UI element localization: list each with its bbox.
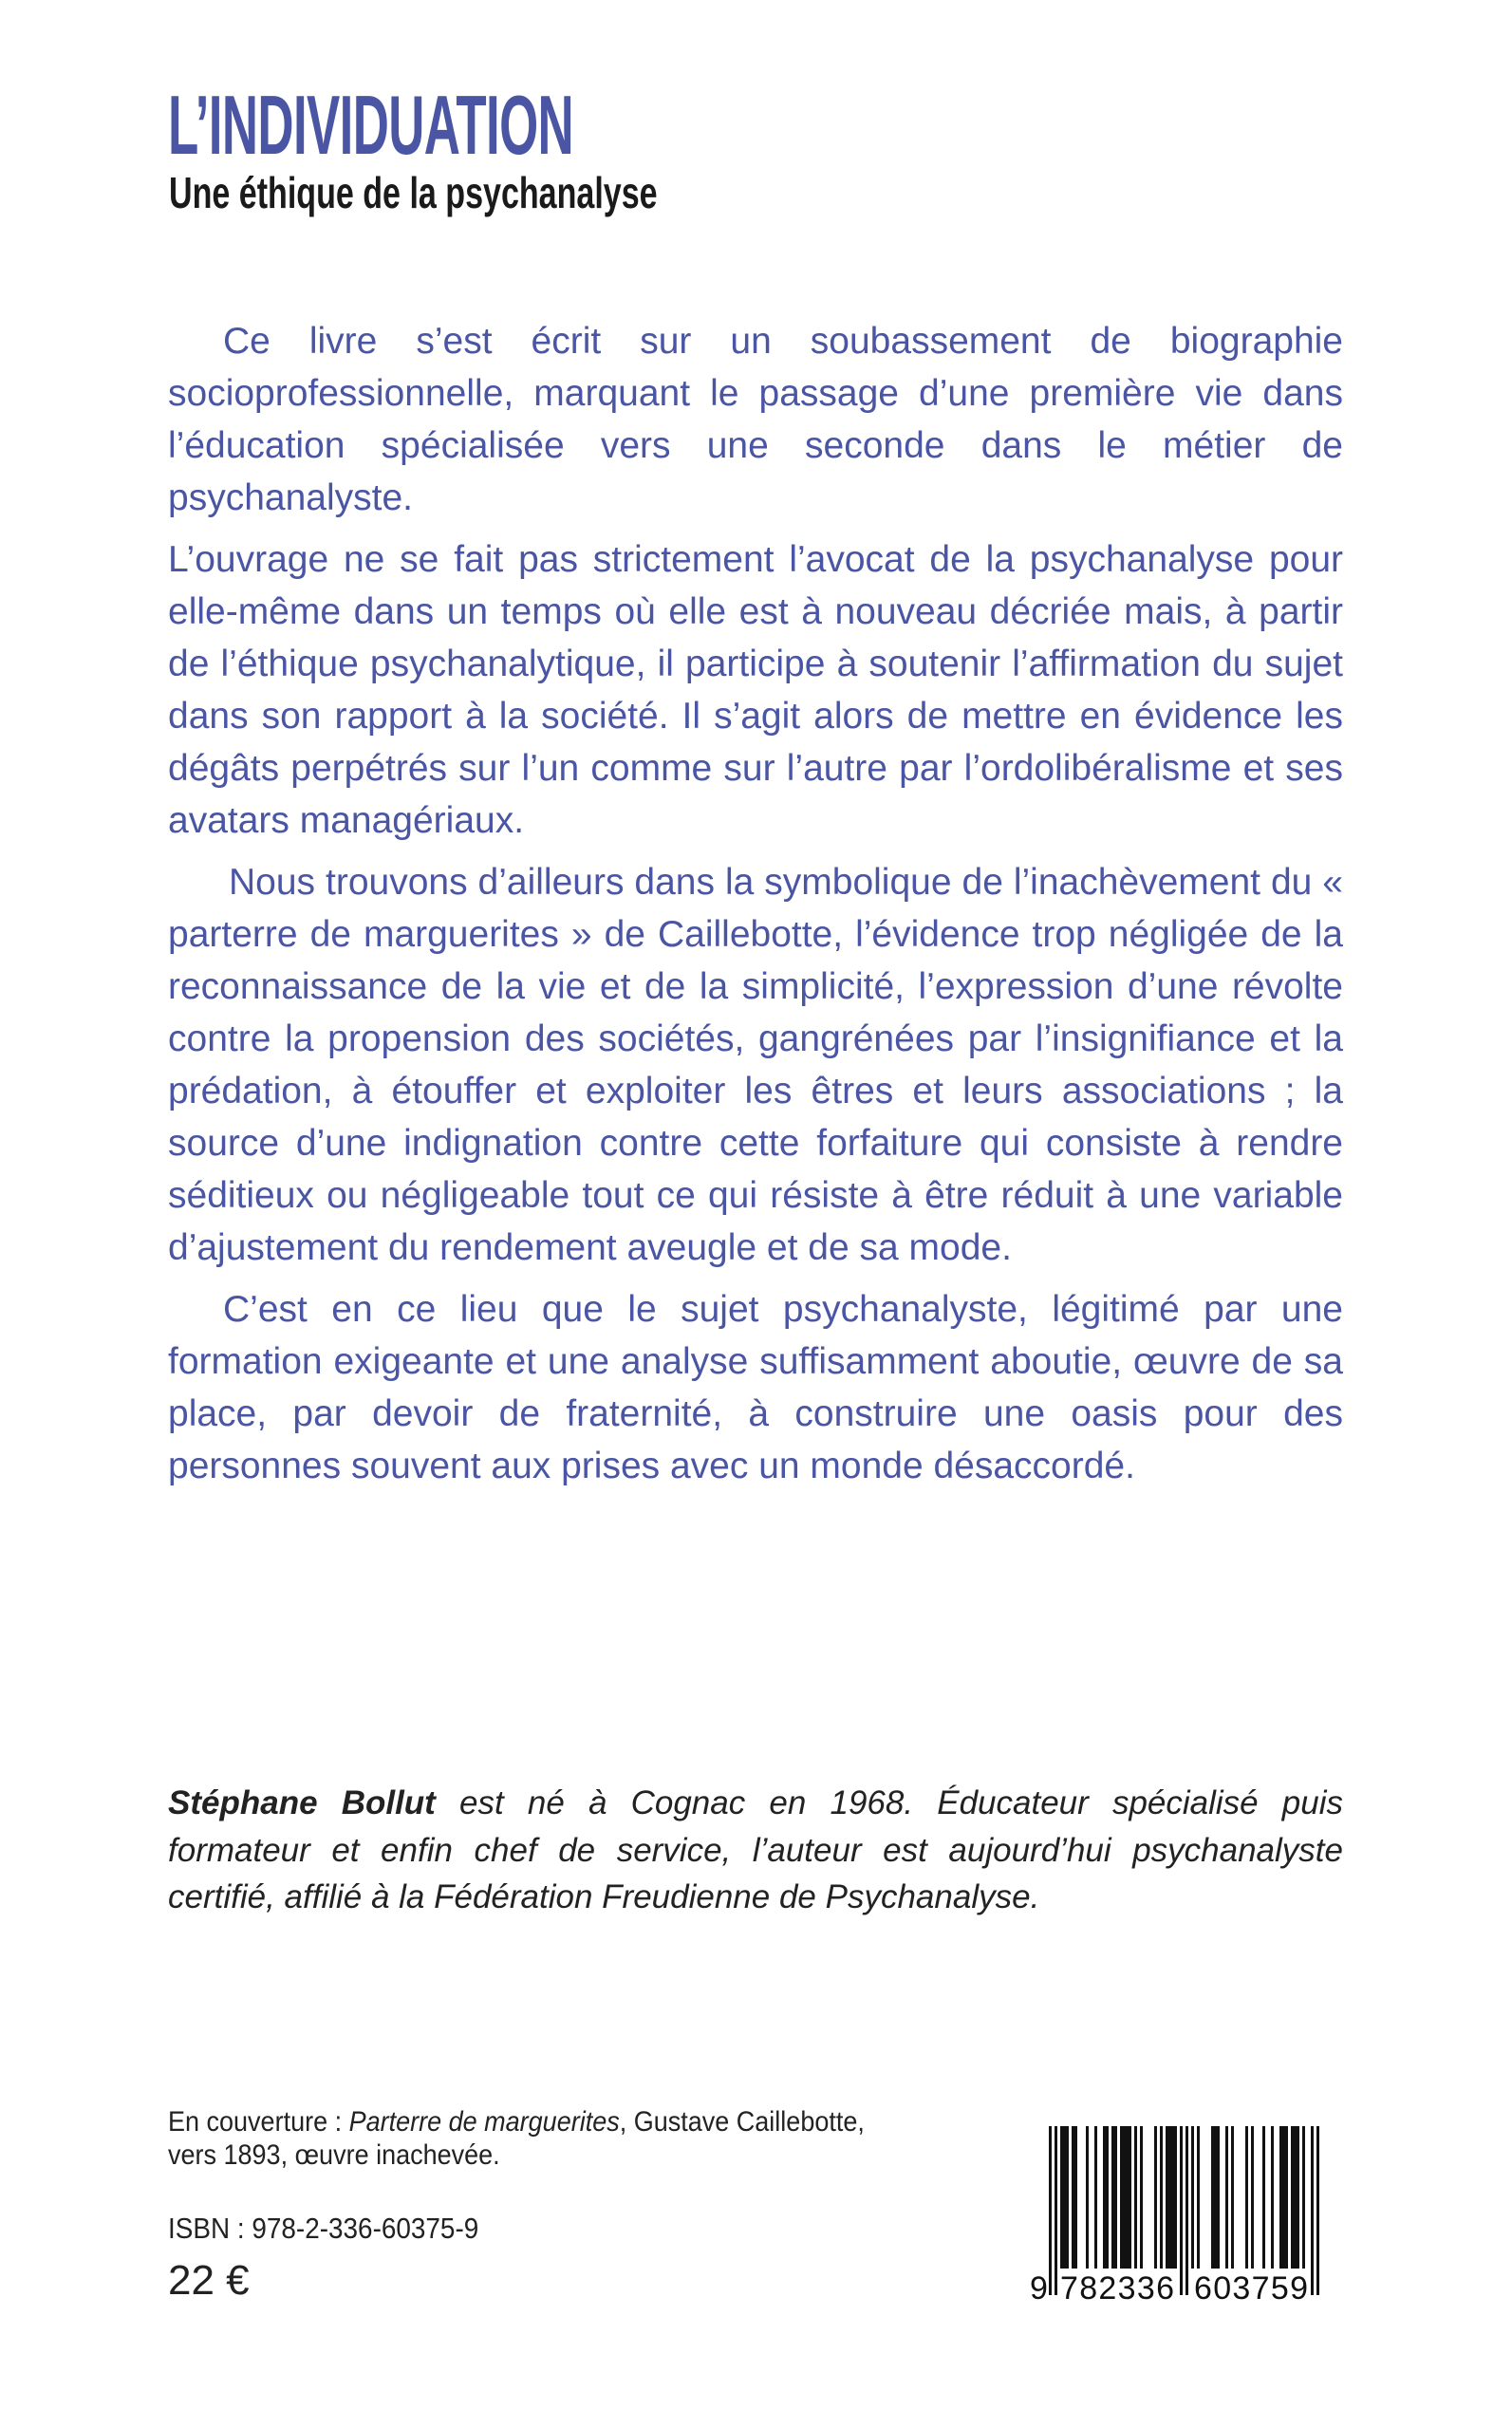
- barcode-bar: [1262, 2126, 1265, 2269]
- barcode-bar: [1251, 2126, 1254, 2269]
- barcode-bar: [1174, 2126, 1177, 2269]
- barcode-bar: [1106, 2126, 1109, 2269]
- barcode-bar: [1291, 2126, 1294, 2269]
- credit-work: Parterre de marguerites: [348, 2106, 620, 2138]
- barcode-bar: [1297, 2126, 1299, 2269]
- barcode-bar: [1271, 2126, 1274, 2269]
- barcode-bar: [1072, 2126, 1074, 2269]
- barcode-bar: [1086, 2126, 1089, 2269]
- barcode-bar: [1074, 2126, 1077, 2269]
- barcode-digits: 603759: [1194, 2270, 1308, 2302]
- barcode-bar: [1191, 2126, 1194, 2269]
- barcode-bar: [1311, 2126, 1314, 2295]
- barcode-bar: [1123, 2126, 1126, 2269]
- barcode: [1028, 2126, 1334, 2302]
- blurb-paragraph: L’ouvrage ne se fait pas strictement l’avocat de la psychanalyse pour elle-même dans un temps où elle est à nouveau décriée mais, à partir de l’éthique psychanalytique, il participe à soutenir l’affirmation du sujet dans son rapport à la société. Il s’agit alors de mettre en évidence les dégâts perpétrés sur l’un comme sur l’autre par l’ordolibéralisme et ses avatars managériaux.: [168, 539, 1343, 841]
- barcode-bar: [1166, 2126, 1168, 2269]
- barcode-digits: 9: [1030, 2270, 1048, 2302]
- blurb-paragraph: Nous trouvons d’ailleurs dans la symbolique de l’inachèvement du « parterre de marguerites » de Caillebotte, l’évidence trop négligée de la reconnaissance de la vie et de la simplicité, l’expression d’une révolte contre la propension des sociétés, gangrénées par l’insignifiance et la prédation, à étouffer et exploiter les êtres et leurs associations ; la source d’une indignation contre cette forfaiture qui consiste à rendre séditieux ou négligeable tout ce qui résiste à être réduit à une variable d’ajustement du rendement aveugle et de sa mode.: [168, 862, 1343, 1268]
- barcode-bar: [1129, 2126, 1131, 2269]
- author-name: Stéphane Bollut: [168, 1784, 436, 1821]
- bio-text: est né à Cognac en 1968. Éducateur spécialisé puis formateur et enfin chef de service, l’auteur est aujourd’hui psychanalyste certifié, affilié à la Fédération Freudienne de Psychanalyse.: [168, 1784, 1343, 1915]
- barcode-bar: [1055, 2126, 1057, 2295]
- barcode-bar: [1316, 2126, 1319, 2295]
- barcode-bar: [1103, 2126, 1106, 2269]
- barcode-bar: [1134, 2126, 1137, 2269]
- barcode-bar: [1120, 2126, 1123, 2269]
- barcode-bar: [1214, 2126, 1217, 2269]
- barcode-bar: [1126, 2126, 1129, 2269]
- barcode-bar: [1066, 2126, 1069, 2269]
- barcode-bar: [1140, 2126, 1143, 2269]
- price: 22 €: [168, 2257, 250, 2304]
- credit-line2: vers 1893, œuvre inachevée.: [168, 2139, 500, 2171]
- blurb-paragraph: C’est en ce lieu que le sujet psychanalyste, légitimé par une formation exigeante et une analyse suffisamment aboutie, œuvre de sa place, par devoir de fraternité, à construire une oasis pour des personnes souvent aux prises avec un monde désaccordé.: [168, 1289, 1343, 1486]
- barcode-bar: [1114, 2126, 1117, 2269]
- barcode-bar: [1279, 2126, 1282, 2269]
- barcode-bar: [1049, 2126, 1052, 2295]
- barcode-bar: [1294, 2126, 1297, 2269]
- blurb: [168, 315, 1343, 1502]
- barcode-digits: 782336: [1060, 2270, 1174, 2302]
- barcode-bar: [1171, 2126, 1174, 2269]
- barcode-bar: [1211, 2126, 1214, 2269]
- credit-prefix: En couverture :: [168, 2106, 349, 2138]
- author-bio: [168, 1780, 1343, 1921]
- barcode-bar: [1111, 2126, 1114, 2269]
- barcode-bar: [1302, 2126, 1305, 2269]
- barcode-bar: [1180, 2126, 1183, 2295]
- blurb-paragraph: Ce livre s’est écrit sur un soubassement de biographie socioprofessionnelle, marquant le passage d’une première vie dans l’éducation spécialisée vers une seconde dans le métier de psychanalyste.: [168, 321, 1343, 518]
- book-subtitle: Une éthique de la psychanalyse: [169, 168, 658, 217]
- barcode-bar: [1185, 2126, 1188, 2295]
- barcode-bar: [1154, 2126, 1157, 2269]
- barcode-bar: [1094, 2126, 1097, 2269]
- barcode-bar: [1231, 2126, 1234, 2269]
- barcode-bar: [1225, 2126, 1228, 2269]
- barcode-bar: [1217, 2126, 1220, 2269]
- barcode-bar: [1063, 2126, 1066, 2269]
- barcode-bar: [1168, 2126, 1171, 2269]
- barcode-bar: [1160, 2126, 1163, 2269]
- barcode-bar: [1197, 2126, 1200, 2269]
- barcode-bar: [1282, 2126, 1285, 2269]
- barcode-bar: [1245, 2126, 1248, 2269]
- cover-credit: [168, 2105, 865, 2172]
- isbn: ISBN : 978-2-336-60375-9: [168, 2212, 479, 2245]
- barcode-bar: [1285, 2126, 1288, 2269]
- credit-suffix: , Gustave Caillebotte,: [619, 2106, 865, 2138]
- barcode-bar: [1060, 2126, 1063, 2269]
- book-title: L’INDIVIDUATION: [168, 78, 574, 172]
